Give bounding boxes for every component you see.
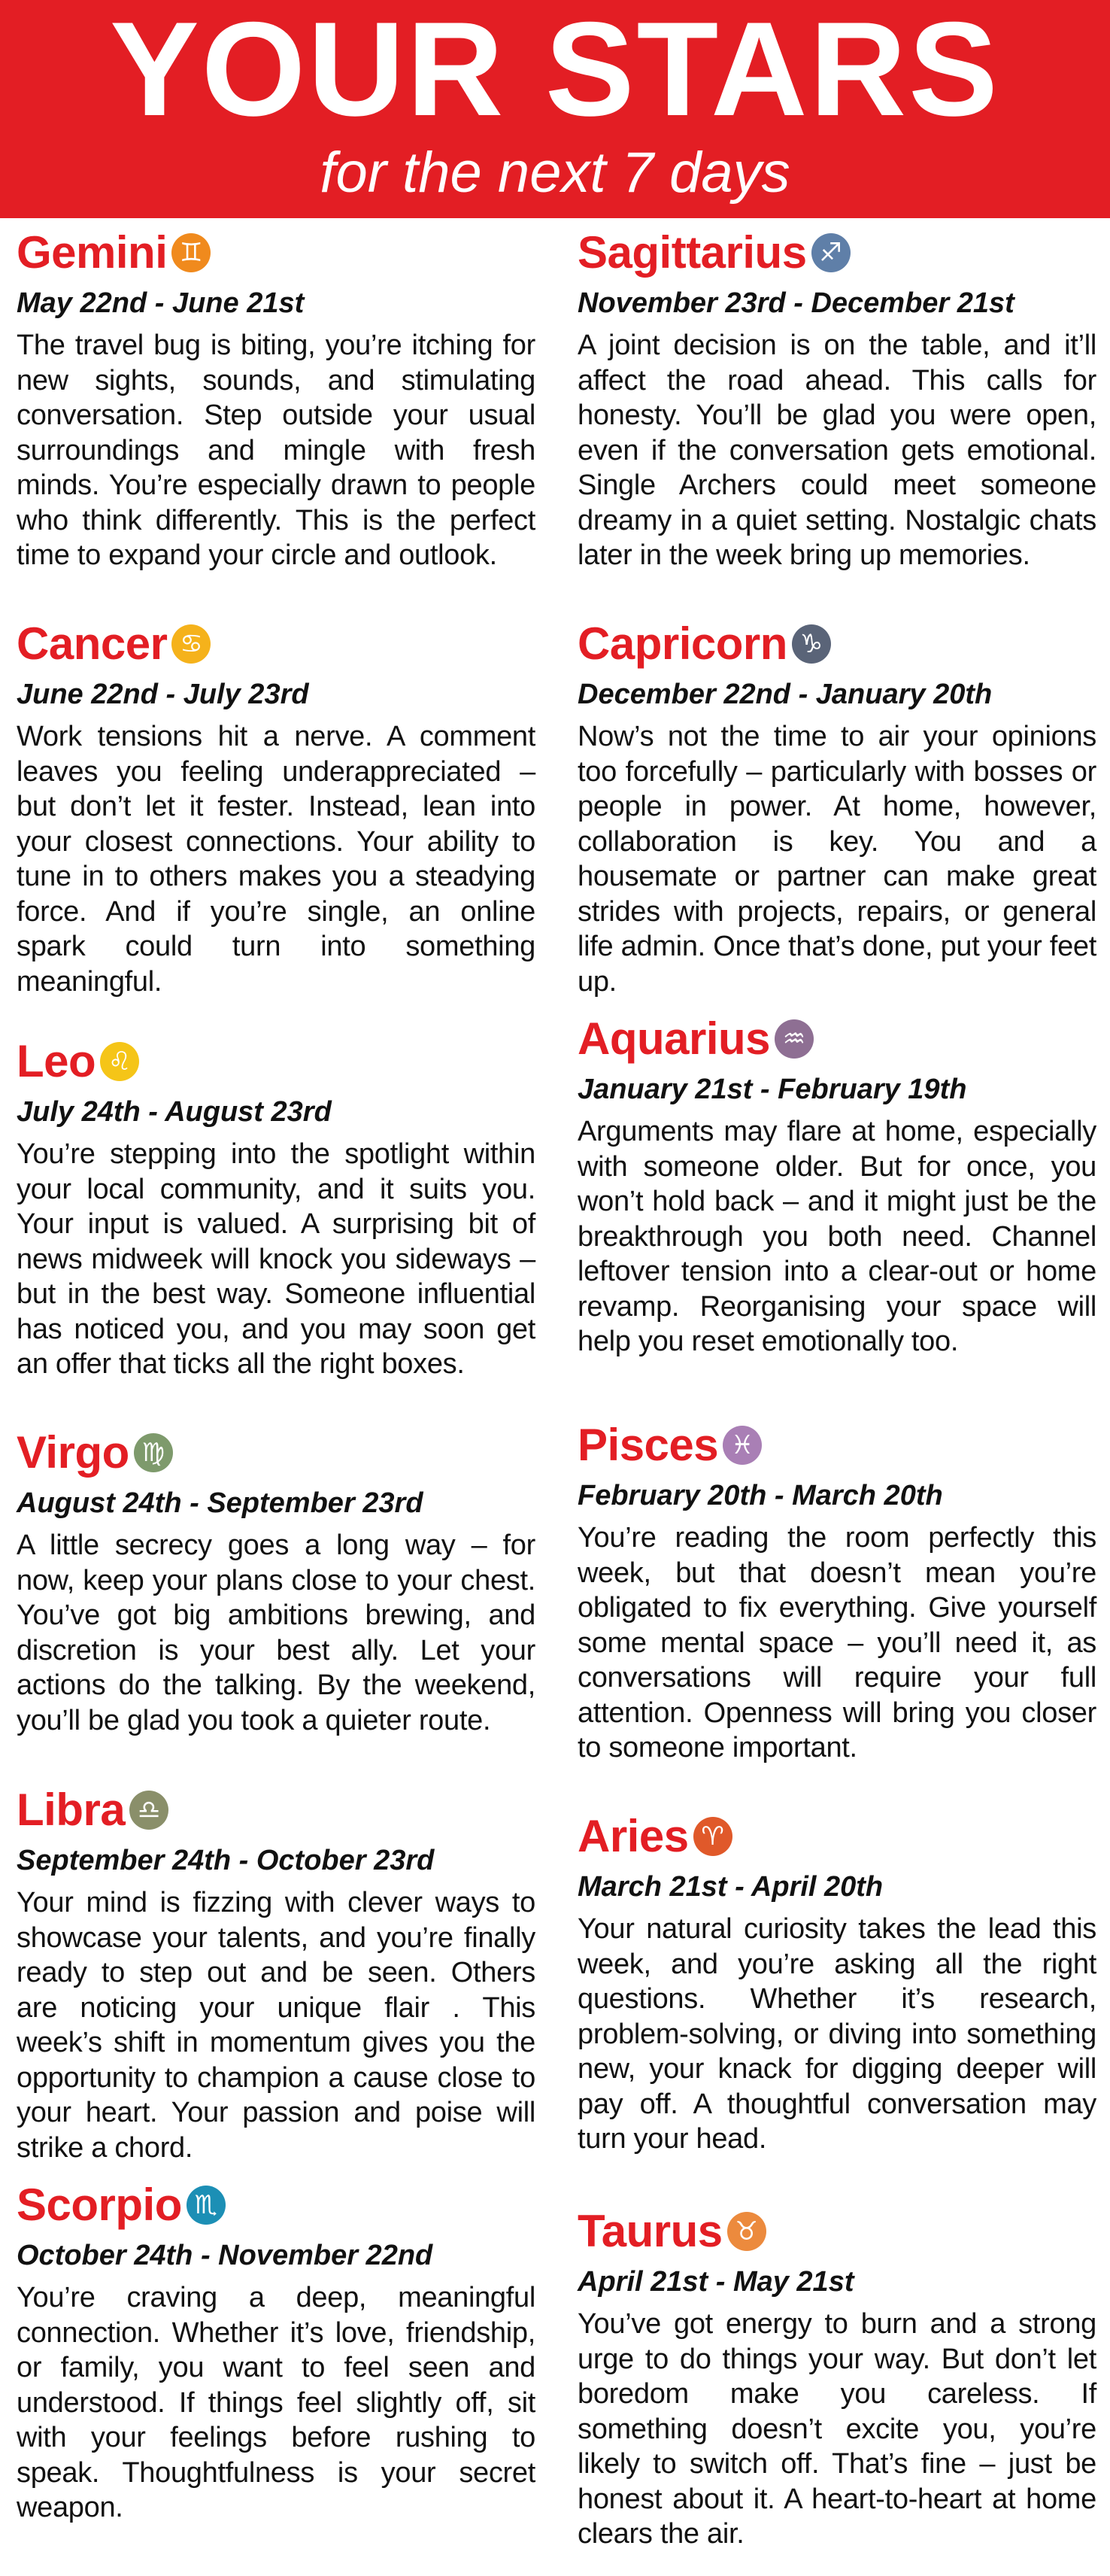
virgo-icon (134, 1433, 173, 1472)
aquarius-icon (775, 1019, 814, 1059)
sign-name: Taurus (578, 2206, 723, 2256)
sign-forecast: Now’s not the time to air your opinions too forcefully – particularly with bosses or people in power. At home, however, collaboration is key. You and a housemate or partner can make great strides with projects, repairs, or general life admin. Once that’s done, put your feet up. (578, 721, 1096, 998)
page-title: YOUR STARS (110, 0, 1000, 144)
libra-heading (17, 1783, 535, 1837)
sign-forecast: You’re stepping into the spotlight within your local community, and it suits you. Your input is valued. A surprising bit of news midweek will knock you sideways – but in the best way. Someone influential has noticed you, and you may soon get an offer that ticks all the right boxes. (17, 1138, 535, 1380)
sign-dates: June 22nd - July 23rd (17, 679, 309, 710)
page-subtitle: for the next 7 days (320, 141, 790, 205)
capricorn-icon-glyph: ♑ (799, 629, 823, 659)
horoscope-taurus (578, 2204, 1096, 2552)
taurus-icon (727, 2212, 766, 2251)
horoscope-aquarius (578, 1012, 1096, 1359)
sign-name: Aries (578, 1811, 689, 1861)
scorpio-icon-glyph: ♏ (194, 2190, 218, 2220)
gemini-icon-glyph: ♊ (180, 238, 203, 268)
sagittarius-heading (578, 226, 1096, 280)
sign-dates: March 21st - April 20th (578, 1871, 884, 1903)
pisces-icon (723, 1426, 762, 1465)
virgo-heading (17, 1426, 535, 1480)
sign-forecast: You’re reading the room perfectly this week, but that doesn’t mean you’re obligated to fix everything. Give yourself some mental space – you’ll need it, as conversations will require your full attention. Openness will bring you closer to someone important. (578, 1522, 1096, 1763)
sign-forecast: A joint decision is on the table, and it’ll affect the road ahead. This calls for honesty. You’ll be glad you were open, even if the conversation gets emotional. Single Archers could meet someone dreamy in a quiet setting. Nostalgic chats later in the week bring up memories. (578, 330, 1096, 571)
sign-dates: November 23rd - December 21st (578, 287, 1014, 319)
horoscope-virgo (17, 1426, 535, 1738)
sign-dates: December 22nd - January 20th (578, 679, 993, 710)
sign-dates: October 24th - November 22nd (17, 2240, 433, 2271)
horoscope-pisces (578, 1418, 1096, 1766)
sign-name: Scorpio (17, 2180, 182, 2230)
horoscope-libra (17, 1783, 535, 2165)
leo-icon (100, 1042, 139, 1081)
sign-name: Libra (17, 1785, 126, 1835)
sign-dates: April 21st - May 21st (578, 2266, 854, 2298)
sign-name: Virgo (17, 1427, 129, 1478)
sign-forecast: Arguments may flare at home, especially with someone older. But for once, you won’t hold back – and it might just be the breakthrough you both need. Channel leftover tension into a clear-out or home revamp. Reorganising your space will help you reset emotionally too. (578, 1116, 1096, 1357)
sign-name: Pisces (578, 1420, 719, 1470)
scorpio-heading (17, 2178, 535, 2232)
horoscope-gemini (17, 226, 535, 573)
horoscope-aries (578, 1809, 1096, 2157)
aquarius-heading (578, 1012, 1096, 1066)
aquarius-icon-glyph: ♒ (782, 1024, 806, 1054)
horoscope-capricorn (578, 617, 1096, 999)
sign-forecast: Work tensions hit a nerve. A comment leaves you feeling underappreciated – but don’t let it fester. Instead, lean into your closest connections. Your ability to tune in to others makes you a steadying force. And if you’re single, an online spark could turn into something meaningful. (17, 721, 535, 998)
sagittarius-icon (811, 233, 851, 272)
horoscope-sagittarius (578, 226, 1096, 573)
sign-name: Sagittarius (578, 227, 807, 278)
leo-icon-glyph: ♌ (108, 1046, 132, 1077)
cancer-icon-glyph: ♋ (180, 629, 203, 659)
libra-icon-glyph: ♎ (137, 1795, 161, 1825)
virgo-icon-glyph: ♍ (141, 1438, 165, 1468)
sign-name: Cancer (17, 618, 168, 669)
sagittarius-icon-glyph: ♐ (819, 238, 842, 268)
header-banner (0, 0, 1110, 218)
sign-name: Aquarius (578, 1013, 771, 1064)
capricorn-heading (578, 617, 1096, 671)
horoscope-cancer (17, 617, 535, 999)
capricorn-icon (792, 624, 831, 664)
sign-name: Capricorn (578, 618, 787, 669)
gemini-heading (17, 226, 535, 280)
horoscope-scorpio (17, 2178, 535, 2526)
sign-forecast: Your mind is fizzing with clever ways to showcase your talents, and you’re finally ready to step out and be seen. Others are noticing your unique flair . This week’s shift in momentum gives you the opportunity to champion a cause close to your heart. Your passion and poise will strike a chord. (17, 1887, 535, 2164)
pisces-icon-glyph: ♓ (730, 1430, 754, 1460)
sign-dates: September 24th - October 23rd (17, 1845, 435, 1876)
sign-dates: May 22nd - June 21st (17, 287, 305, 319)
horoscope-leo (17, 1034, 535, 1382)
leo-heading (17, 1034, 535, 1089)
aries-icon (693, 1817, 732, 1856)
cancer-heading (17, 617, 535, 671)
cancer-icon (171, 624, 211, 664)
aries-icon-glyph: ♈ (701, 1821, 724, 1852)
sign-forecast: The travel bug is biting, you’re itching for new sights, sounds, and stimulating conversation. Step outside your usual surroundings and mingle with fresh minds. You’re especially drawn to people who think differently. This is the perfect time to expand your circle and outlook. (17, 330, 535, 571)
sign-name: Leo (17, 1036, 96, 1086)
pisces-heading (578, 1418, 1096, 1472)
sign-forecast: A little secrecy goes a long way – for now, keep your plans close to your chest. You’ve got big ambitions brewing, and discretion is your best ally. Let your actions do the talking. By the weekend, you’ll be glad you took a quieter route. (17, 1530, 535, 1736)
gemini-icon (171, 233, 211, 272)
sign-name: Gemini (17, 227, 168, 278)
libra-icon (129, 1791, 168, 1830)
sign-forecast: You’re craving a deep, meaningful connection. Whether it’s love, friendship, or family, you want to feel seen and understood. If things feel slightly off, sit with your feelings before rushing to speak. Thoughtfulness is your secret weapon. (17, 2282, 535, 2523)
sign-forecast: Your natural curiosity takes the lead this week, and you’re asking all the right questions. Whether it’s research, problem-solving, or diving into something new, your knack for digging deeper will pay off. A thoughtful conversation may turn your head. (578, 1913, 1096, 2155)
sign-dates: August 24th - September 23rd (17, 1487, 423, 1519)
sign-dates: February 20th - March 20th (578, 1480, 943, 1511)
taurus-heading (578, 2204, 1096, 2259)
sign-dates: July 24th - August 23rd (17, 1096, 332, 1128)
sign-dates: January 21st - February 19th (578, 1074, 967, 1105)
taurus-icon-glyph: ♉ (735, 2216, 758, 2246)
aries-heading (578, 1809, 1096, 1864)
scorpio-icon (187, 2186, 226, 2225)
sign-forecast: You’ve got energy to burn and a strong urge to do things your way. But don’t let boredom make you careless. If something doesn’t excite you, you’re likely to switch off. That’s fine – just be honest about it. A heart-to-heart at home clears the air. (578, 2308, 1096, 2550)
